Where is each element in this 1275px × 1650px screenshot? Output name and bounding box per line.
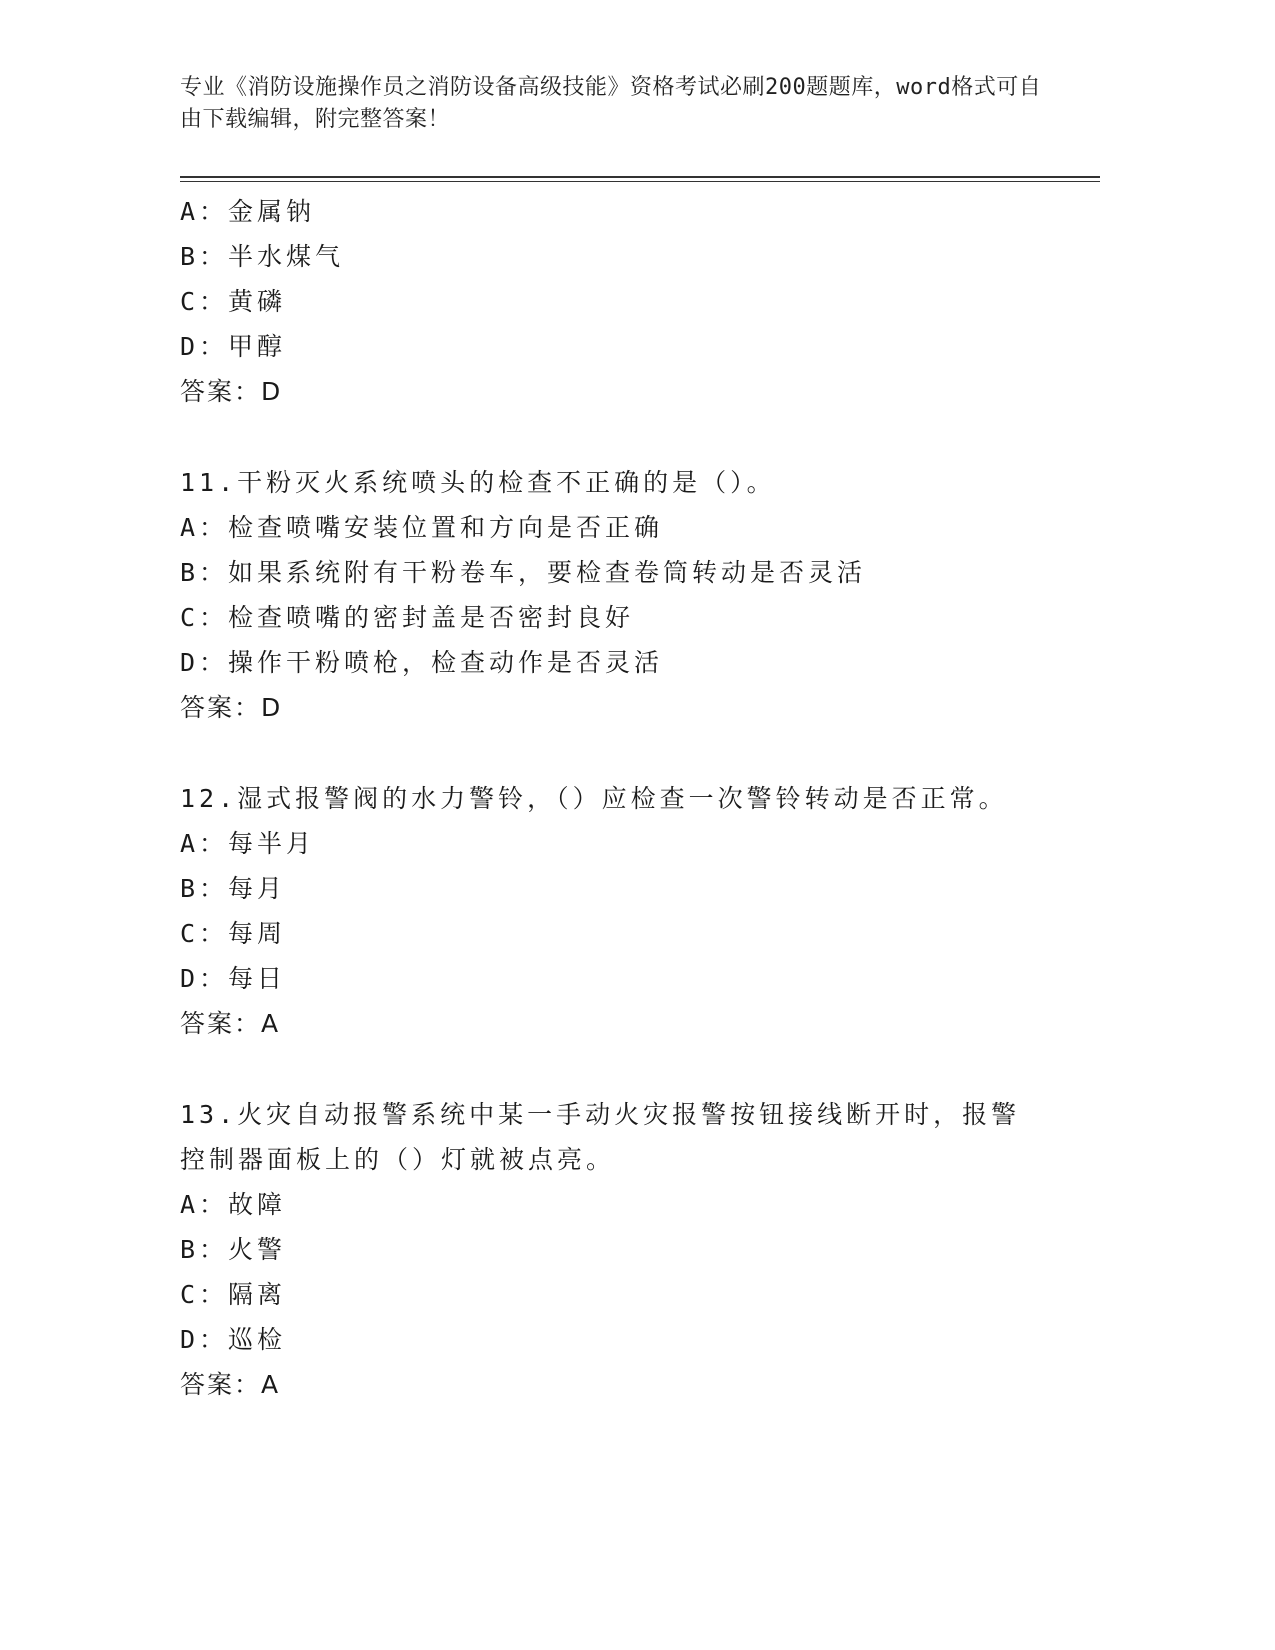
option-d: D：操作干粉喷枪，检查动作是否灵活	[180, 648, 664, 677]
answer-line: 答案：A	[180, 1370, 281, 1399]
option-a: A：检查喷嘴安装位置和方向是否正确	[180, 513, 664, 542]
option-b: B：每月	[180, 874, 287, 903]
option-c: C：黄磷	[180, 287, 287, 316]
option-a: A：金属钠	[180, 197, 316, 226]
question-block-13	[180, 1092, 1080, 1407]
option-b: B：半水煤气	[180, 242, 345, 271]
option-b: B：如果系统附有干粉卷车，要检查卷筒转动是否灵活	[180, 558, 867, 587]
option-c: C：每周	[180, 919, 287, 948]
option-b: B：火警	[180, 1235, 287, 1264]
question-stem: 11.干粉灭火系统喷头的检查不正确的是（）。	[180, 468, 776, 497]
option-d: D：甲醇	[180, 332, 287, 361]
question-block-10	[180, 189, 1080, 414]
spacer	[180, 414, 1080, 460]
question-stem: 12.湿式报警阀的水力警铃，（）应检查一次警铃转动是否正常。	[180, 784, 1008, 813]
spacer	[180, 730, 1080, 776]
option-a: A：故障	[180, 1190, 287, 1219]
answer-line: 答案：D	[180, 693, 283, 722]
option-c: C：检查喷嘴的密封盖是否密封良好	[180, 603, 635, 632]
spacer	[180, 1046, 1080, 1092]
question-block-12	[180, 776, 1080, 1046]
question-block-11	[180, 460, 1080, 730]
option-d: D：巡检	[180, 1325, 287, 1354]
document-header: 专业《消防设施操作员之消防设备高级技能》资格考试必刷200题题库，word格式可自由下载编辑，附完整答案！	[180, 75, 1042, 132]
answer-line: 答案：D	[180, 377, 283, 406]
question-stem: 13.火灾自动报警系统中某一手动火灾报警按钮接线断开时，报警控制器面板上的（）灯就被点亮。	[180, 1100, 1021, 1174]
option-c: C：隔离	[180, 1280, 287, 1309]
question-list	[180, 189, 1080, 1407]
header-divider-thick	[180, 176, 1100, 178]
option-a: A：每半月	[180, 829, 316, 858]
header-divider-thin	[180, 181, 1100, 182]
option-d: D：每日	[180, 964, 287, 993]
answer-line: 答案：A	[180, 1009, 281, 1038]
